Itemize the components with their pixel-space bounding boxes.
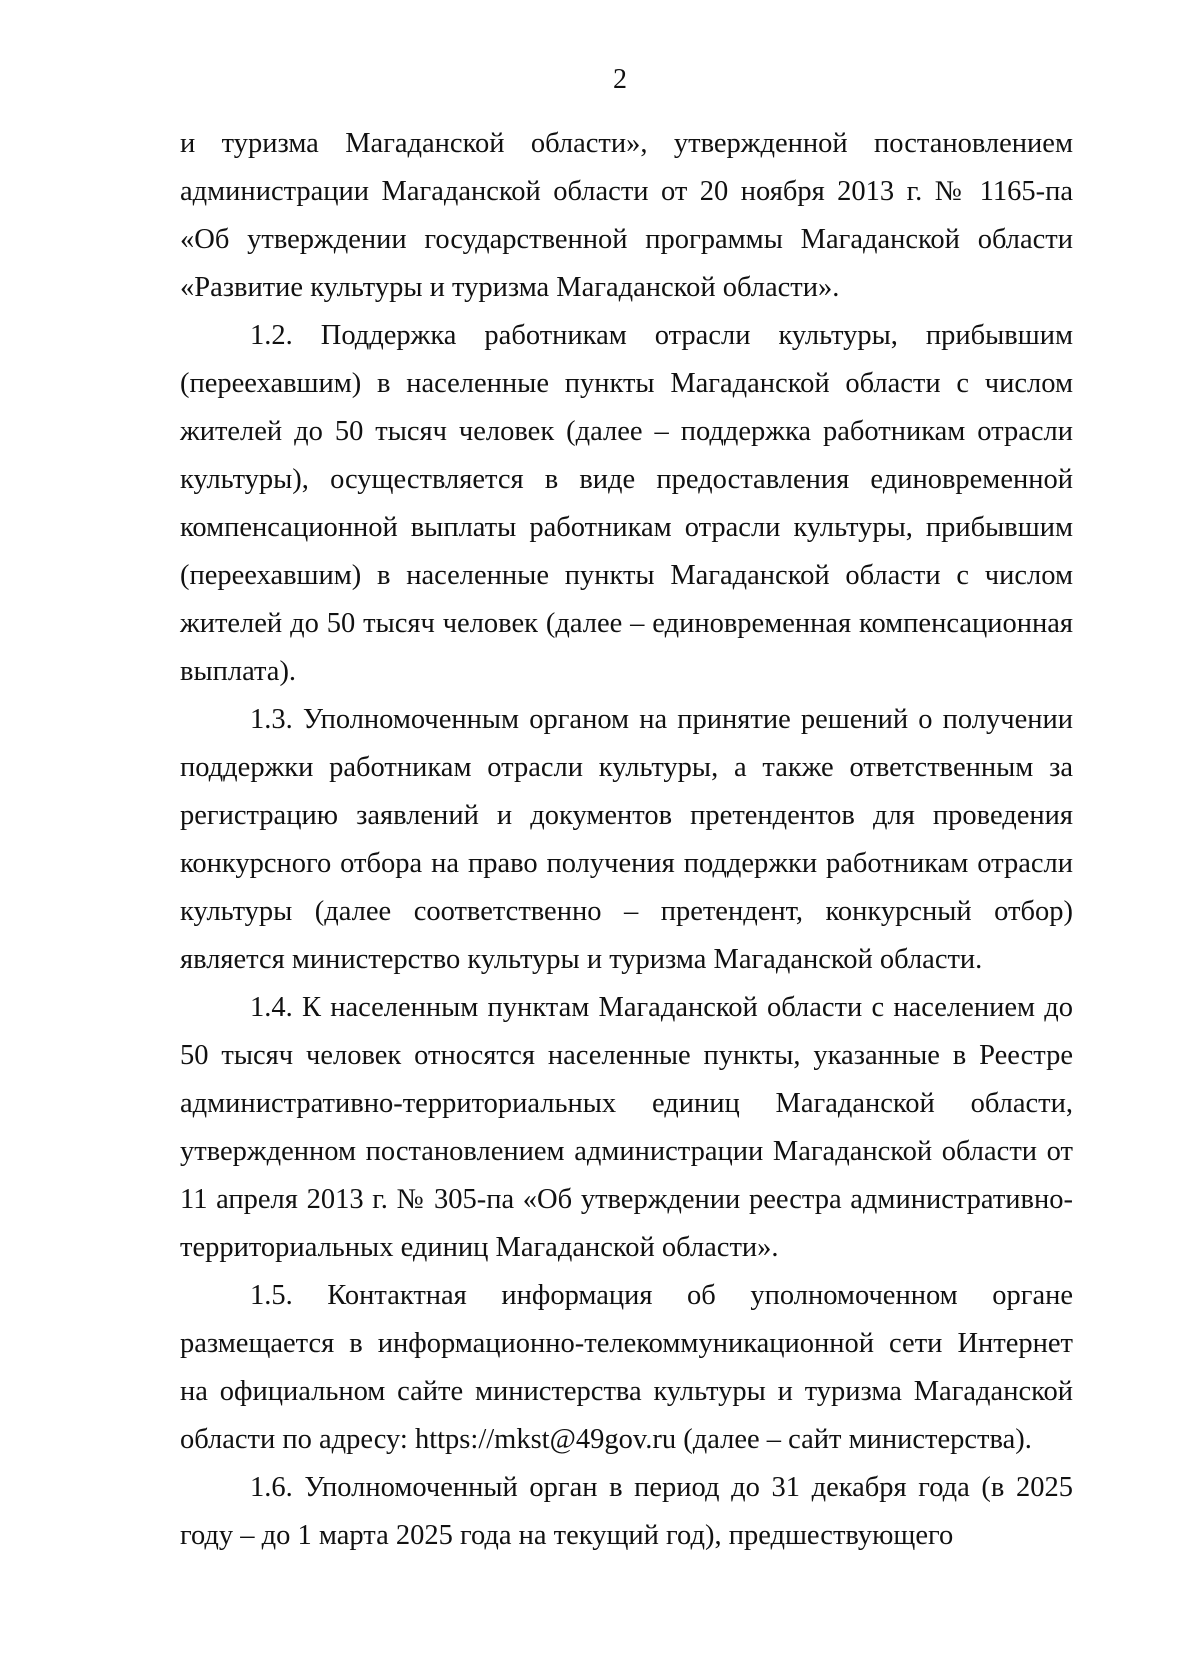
paragraph-1-5: 1.5. Контактная информация об уполномоченном органе размещается в информационно-телекоммуникационной сети Интернет на официальном сайте министерства культуры и туризма Магаданской области по адресу: https://mkst@49gov.ru (далее – сайт министерства). — [180, 1280, 1073, 1455]
page-number: 2 — [613, 64, 627, 95]
paragraph-continuation: и туризма Магаданской области», утвержденной постановлением администрации Магаданской области от 20 ноября 2013 г. № 1165-па «Об утверждении государственной программы Магаданской области «Развитие культуры и туризма Магаданской области». — [180, 128, 1073, 303]
paragraph-1-3: 1.3. Уполномоченным органом на принятие решений о получении поддержки работникам отрасли культуры, а также ответственным за регистрацию заявлений и документов претендентов для проведения конкурсного отбора на право получения поддержки работникам отрасли культуры (далее соответственно – претендент, конкурсный отбор) является министерство культуры и туризма Магаданской области. — [180, 704, 1073, 975]
paragraph-1-4: 1.4. К населенным пунктам Магаданской области с населением до 50 тысяч человек относятся населенные пункты, указанные в Реестре административно-территориальных единиц Магаданской области, утвержденном постановлением администрации Магаданской области от 11 апреля 2013 г. № 305-па «Об утверждении реестра административно-территориальных единиц Магаданской области». — [180, 992, 1073, 1263]
paragraph-1-2: 1.2. Поддержка работникам отрасли культуры, прибывшим (переехавшим) в населенные пункты Магаданской области с числом жителей до 50 тысяч человек (далее – поддержка работникам отрасли культуры), осуществляется в виде предоставления единовременной компенсационной выплаты работникам отрасли культуры, прибывшим (переехавшим) в населенные пункты Магаданской области с числом жителей до 50 тысяч человек (далее – единовременная компенсационная выплата). — [180, 320, 1073, 687]
paragraph-1-6: 1.6. Уполномоченный орган в период до 31 декабря года (в 2025 году – до 1 марта 2025 года на текущий год), предшествующего — [180, 1472, 1073, 1551]
document-body — [180, 120, 1073, 1560]
